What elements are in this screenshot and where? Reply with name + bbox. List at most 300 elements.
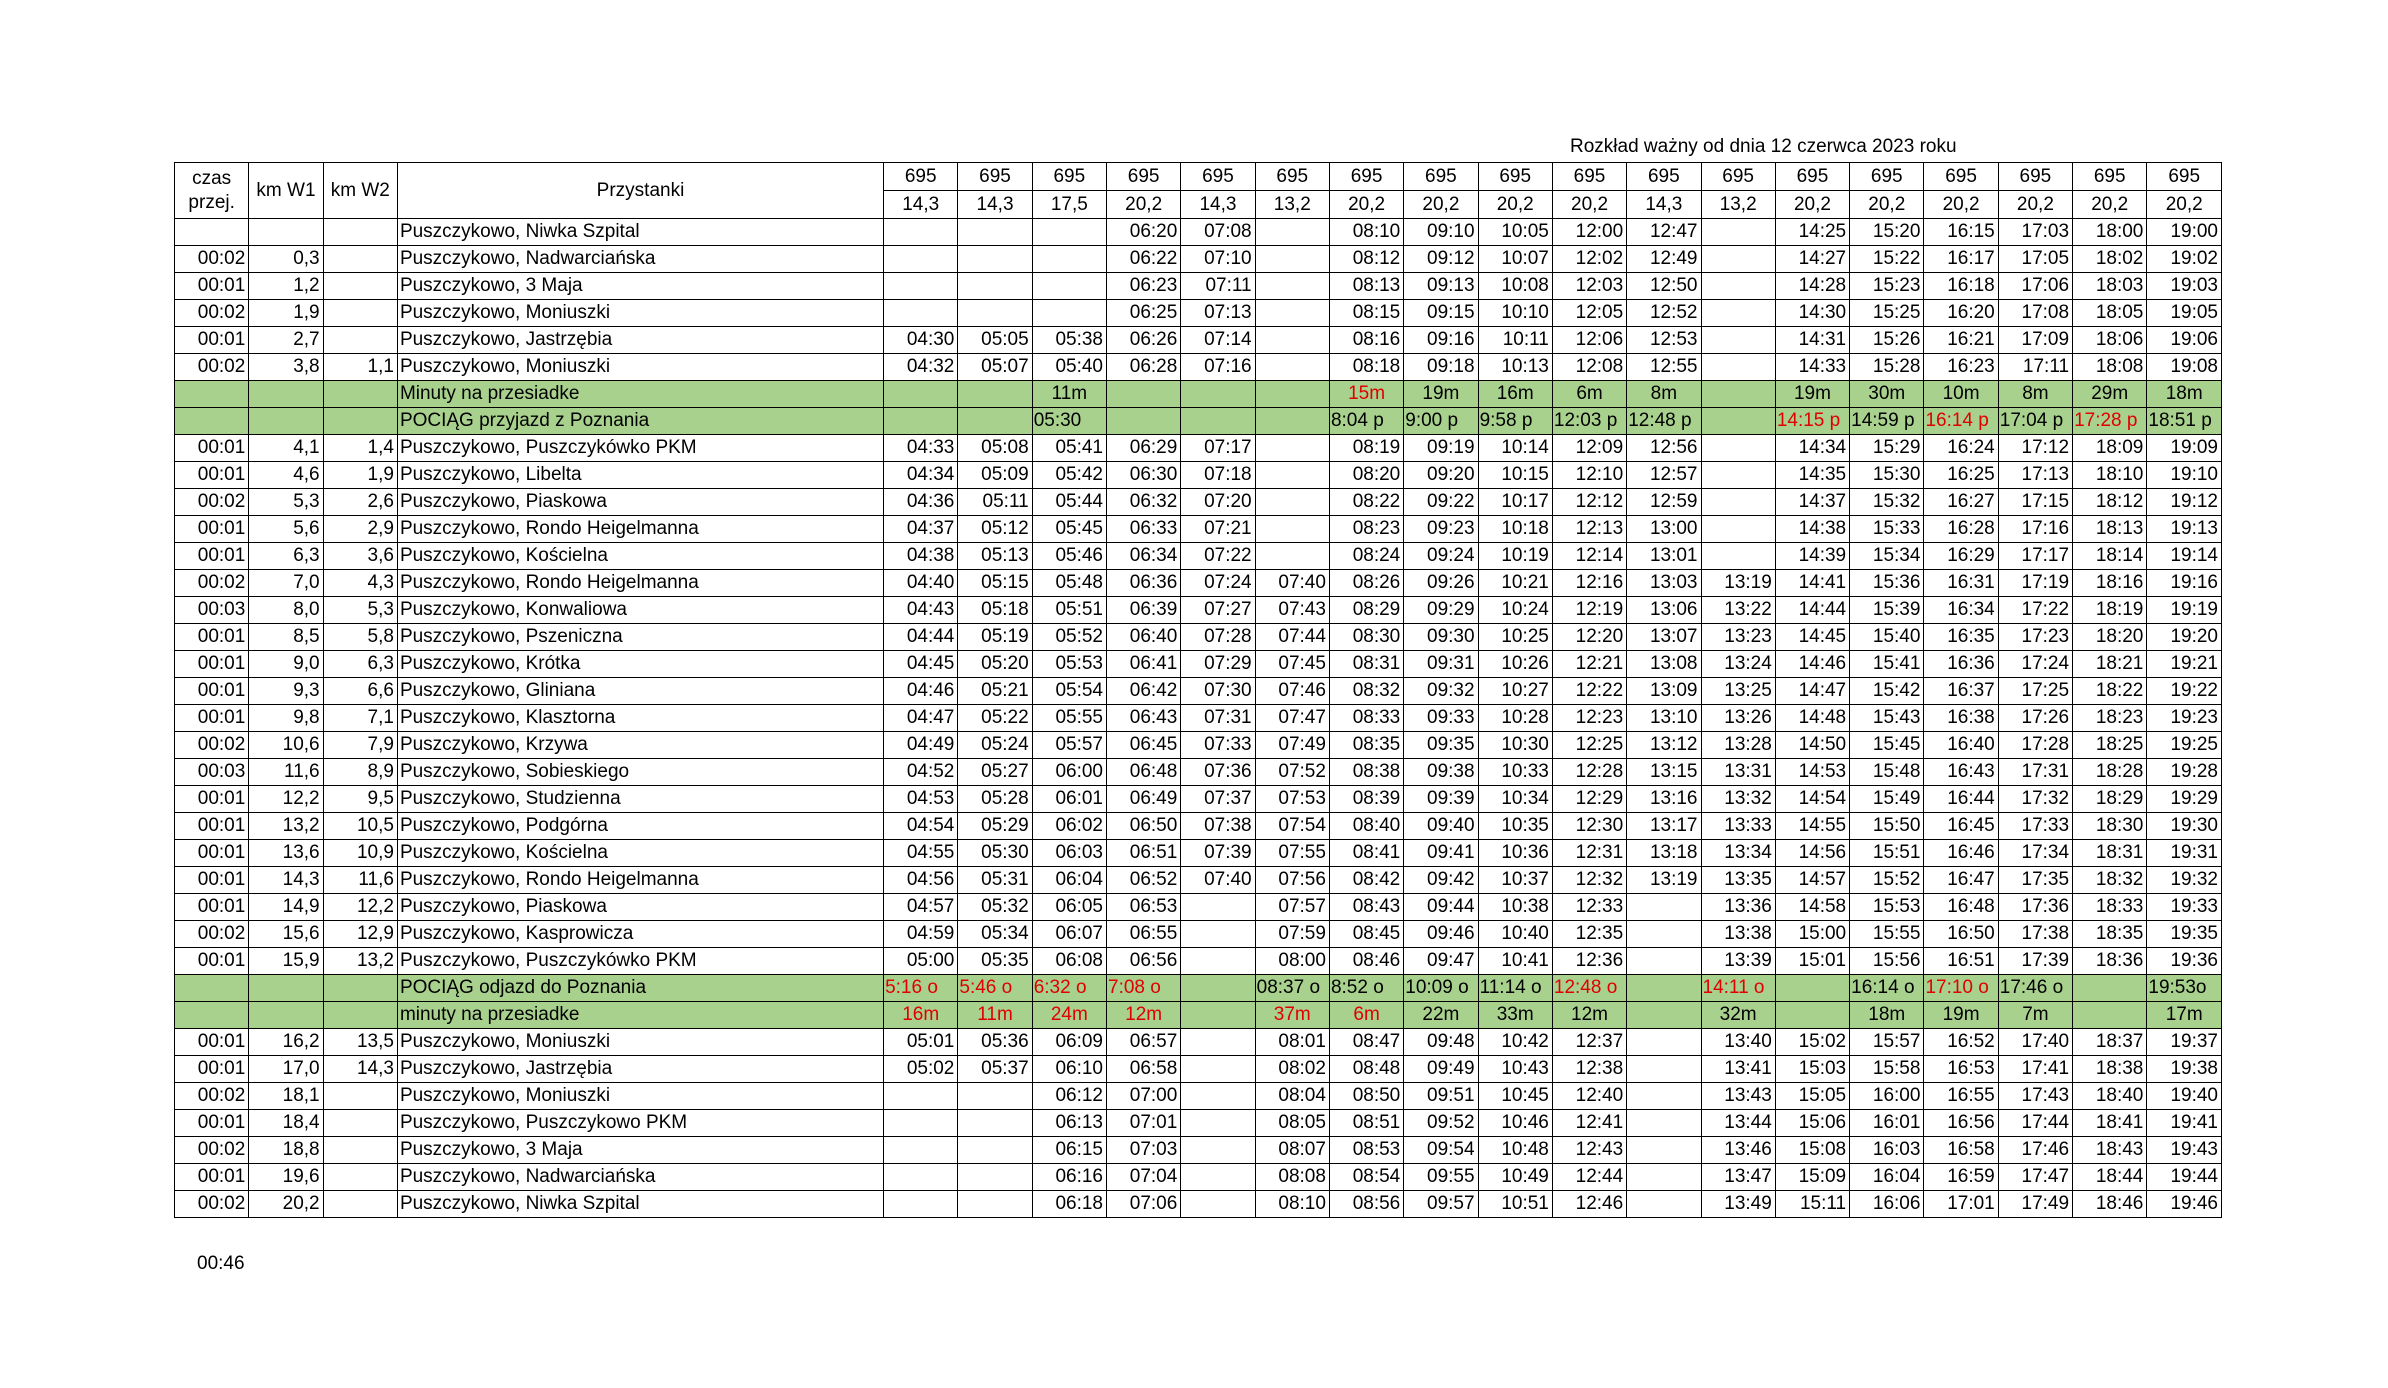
travel-time-cell: 00:01 <box>175 624 249 651</box>
departure-time-cell: 13:38 <box>1701 921 1775 948</box>
travel-time-cell <box>175 219 249 246</box>
departure-time-cell: 5:16 o <box>884 975 958 1002</box>
departure-time-cell: 13:26 <box>1701 705 1775 732</box>
departure-time-cell <box>1107 408 1181 435</box>
departure-time-cell: 12:44 <box>1552 1164 1626 1191</box>
departure-time-cell: 17:10 o <box>1924 975 1998 1002</box>
departure-time-cell: 08:45 <box>1329 921 1403 948</box>
header-travel-time <box>175 163 249 219</box>
header-line-number: 695 <box>1850 163 1924 191</box>
departure-time-cell: 19:05 <box>2147 300 2222 327</box>
footer-time: 00:46 <box>197 1253 245 1274</box>
header-route-length: 20,2 <box>1850 191 1924 219</box>
departure-time-cell: 16:48 <box>1924 894 1998 921</box>
departure-time-cell: 06:55 <box>1107 921 1181 948</box>
stop-row <box>175 840 2222 867</box>
departure-time-cell: 06:57 <box>1107 1029 1181 1056</box>
header-line-number: 695 <box>1181 163 1255 191</box>
departure-time-cell: 19:14 <box>2147 543 2222 570</box>
departure-time-cell <box>958 1137 1032 1164</box>
travel-time-cell: 00:02 <box>175 921 249 948</box>
departure-time-cell: 13:15 <box>1627 759 1701 786</box>
departure-time-cell: 9:00 p <box>1404 408 1478 435</box>
departure-time-cell: 07:59 <box>1255 921 1329 948</box>
departure-time-cell: 05:30 <box>1032 408 1106 435</box>
header-line-number: 695 <box>884 163 958 191</box>
departure-time-cell: 15:33 <box>1850 516 1924 543</box>
departure-time-cell: 10:38 <box>1478 894 1552 921</box>
departure-time-cell: 10:07 <box>1478 246 1552 273</box>
departure-time-cell: 18:10 <box>2073 462 2147 489</box>
km-w1-cell: 17,0 <box>249 1056 323 1083</box>
travel-time-cell: 00:01 <box>175 462 249 489</box>
departure-time-cell: 17:08 <box>1998 300 2072 327</box>
stop-name-cell: Puszczykowo, 3 Maja <box>397 1137 883 1164</box>
departure-time-cell: 09:49 <box>1404 1056 1478 1083</box>
departure-time-cell <box>1627 1137 1701 1164</box>
departure-time-cell <box>1255 327 1329 354</box>
departure-time-cell: 17:04 p <box>1998 408 2072 435</box>
departure-time-cell: 06:10 <box>1032 1056 1106 1083</box>
timetable <box>174 162 2222 1218</box>
departure-time-cell: 10:10 <box>1478 300 1552 327</box>
header-travel-time-line2: przej. <box>188 191 235 213</box>
departure-time-cell: 15:50 <box>1850 813 1924 840</box>
timetable-header <box>175 163 2222 219</box>
travel-time-cell: 00:01 <box>175 273 249 300</box>
departure-time-cell: 16:45 <box>1924 813 1998 840</box>
stop-name-cell: Puszczykowo, Podgórna <box>397 813 883 840</box>
departure-time-cell: 19:41 <box>2147 1110 2222 1137</box>
km-w1-cell <box>249 381 323 408</box>
departure-time-cell <box>1032 246 1106 273</box>
km-w2-cell: 2,6 <box>323 489 397 516</box>
departure-time-cell <box>958 300 1032 327</box>
departure-time-cell: 17:40 <box>1998 1029 2072 1056</box>
departure-time-cell: 09:32 <box>1404 678 1478 705</box>
stop-row <box>175 921 2222 948</box>
departure-time-cell: 09:41 <box>1404 840 1478 867</box>
departure-time-cell: 12:06 <box>1552 327 1626 354</box>
stop-name-cell: Puszczykowo, Jastrzębia <box>397 1056 883 1083</box>
departure-time-cell: 10:24 <box>1478 597 1552 624</box>
departure-time-cell: 04:40 <box>884 570 958 597</box>
departure-time-cell: 16:06 <box>1850 1191 1924 1218</box>
departure-time-cell <box>1701 381 1775 408</box>
departure-time-cell: 08:02 <box>1255 1056 1329 1083</box>
departure-time-cell: 04:59 <box>884 921 958 948</box>
departure-time-cell: 12:12 <box>1552 489 1626 516</box>
travel-time-cell: 00:01 <box>175 705 249 732</box>
departure-time-cell: 05:44 <box>1032 489 1106 516</box>
departure-time-cell: 07:40 <box>1181 867 1255 894</box>
departure-time-cell: 19:23 <box>2147 705 2222 732</box>
stop-row <box>175 327 2222 354</box>
departure-time-cell: 17:19 <box>1998 570 2072 597</box>
departure-time-cell: 19:33 <box>2147 894 2222 921</box>
departure-time-cell: 07:54 <box>1255 813 1329 840</box>
departure-time-cell: 07:53 <box>1255 786 1329 813</box>
departure-time-cell: 08:20 <box>1329 462 1403 489</box>
departure-time-cell: 15:01 <box>1775 948 1849 975</box>
departure-time-cell: 16:14 p <box>1924 408 1998 435</box>
km-w2-cell: 14,3 <box>323 1056 397 1083</box>
departure-time-cell: 04:46 <box>884 678 958 705</box>
stop-row <box>175 1191 2222 1218</box>
header-line-number: 695 <box>1775 163 1849 191</box>
header-route-length: 20,2 <box>1924 191 1998 219</box>
departure-time-cell: 14:54 <box>1775 786 1849 813</box>
departure-time-cell: 06:13 <box>1032 1110 1106 1137</box>
stop-name-cell: Puszczykowo, Kościelna <box>397 840 883 867</box>
departure-time-cell <box>1627 948 1701 975</box>
departure-time-cell: 07:52 <box>1255 759 1329 786</box>
departure-time-cell: 19:37 <box>2147 1029 2222 1056</box>
departure-time-cell: 16:20 <box>1924 300 1998 327</box>
departure-time-cell: 15:53 <box>1850 894 1924 921</box>
stop-name-cell: Puszczykowo, Niwka Szpital <box>397 219 883 246</box>
departure-time-cell: 15:09 <box>1775 1164 1849 1191</box>
departure-time-cell <box>958 381 1032 408</box>
departure-time-cell: 30m <box>1850 381 1924 408</box>
km-w2-cell <box>323 219 397 246</box>
departure-time-cell: 10:05 <box>1478 219 1552 246</box>
departure-time-cell: 16:18 <box>1924 273 1998 300</box>
departure-time-cell: 13:44 <box>1701 1110 1775 1137</box>
departure-time-cell: 07:10 <box>1181 246 1255 273</box>
departure-time-cell <box>958 246 1032 273</box>
departure-time-cell: 17:15 <box>1998 489 2072 516</box>
departure-time-cell: 09:51 <box>1404 1083 1478 1110</box>
departure-time-cell: 14:46 <box>1775 651 1849 678</box>
departure-time-cell: 18:38 <box>2073 1056 2147 1083</box>
departure-time-cell: 19:43 <box>2147 1137 2222 1164</box>
departure-time-cell: 17:46 <box>1998 1137 2072 1164</box>
departure-time-cell: 08:05 <box>1255 1110 1329 1137</box>
departure-time-cell: 22m <box>1404 1002 1478 1029</box>
departure-time-cell: 16:15 <box>1924 219 1998 246</box>
departure-time-cell: 07:17 <box>1181 435 1255 462</box>
departure-time-cell: 05:07 <box>958 354 1032 381</box>
km-w2-cell: 2,9 <box>323 516 397 543</box>
stop-name-cell: Puszczykowo, Krótka <box>397 651 883 678</box>
departure-time-cell: 19:40 <box>2147 1083 2222 1110</box>
departure-time-cell: 10:36 <box>1478 840 1552 867</box>
departure-time-cell: 05:29 <box>958 813 1032 840</box>
departure-time-cell: 19:31 <box>2147 840 2222 867</box>
stop-name-cell: Puszczykowo, Sobieskiego <box>397 759 883 786</box>
departure-time-cell: 13:00 <box>1627 516 1701 543</box>
departure-time-cell: 14:39 <box>1775 543 1849 570</box>
departure-time-cell: 17:28 p <box>2073 408 2147 435</box>
travel-time-cell: 00:01 <box>175 948 249 975</box>
departure-time-cell: 07:38 <box>1181 813 1255 840</box>
header-line-number: 695 <box>1701 163 1775 191</box>
departure-time-cell: 16:34 <box>1924 597 1998 624</box>
departure-time-cell: 15:39 <box>1850 597 1924 624</box>
departure-time-cell: 10:42 <box>1478 1029 1552 1056</box>
departure-time-cell: 13:03 <box>1627 570 1701 597</box>
departure-time-cell: 05:11 <box>958 489 1032 516</box>
departure-time-cell: 04:30 <box>884 327 958 354</box>
travel-time-cell: 00:01 <box>175 516 249 543</box>
travel-time-cell: 00:01 <box>175 1164 249 1191</box>
departure-time-cell: 6:32 o <box>1032 975 1106 1002</box>
departure-time-cell: 12:48 o <box>1552 975 1626 1002</box>
km-w1-cell <box>249 408 323 435</box>
departure-time-cell: 12:53 <box>1627 327 1701 354</box>
departure-time-cell: 04:45 <box>884 651 958 678</box>
departure-time-cell: 19:46 <box>2147 1191 2222 1218</box>
departure-time-cell: 04:49 <box>884 732 958 759</box>
departure-time-cell: 05:46 <box>1032 543 1106 570</box>
departure-time-cell: 17:23 <box>1998 624 2072 651</box>
departure-time-cell: 15:41 <box>1850 651 1924 678</box>
departure-time-cell: 07:04 <box>1107 1164 1181 1191</box>
departure-time-cell: 09:46 <box>1404 921 1478 948</box>
departure-time-cell: 12m <box>1107 1002 1181 1029</box>
stop-name-cell: Minuty na przesiadke <box>397 381 883 408</box>
departure-time-cell: 07:01 <box>1107 1110 1181 1137</box>
departure-time-cell: 18:23 <box>2073 705 2147 732</box>
departure-time-cell: 16m <box>884 1002 958 1029</box>
departure-time-cell: 16:53 <box>1924 1056 1998 1083</box>
departure-time-cell: 05:01 <box>884 1029 958 1056</box>
stop-row <box>175 543 2222 570</box>
stop-name-cell: Puszczykowo, Piaskowa <box>397 489 883 516</box>
departure-time-cell: 16m <box>1478 381 1552 408</box>
departure-time-cell: 19:38 <box>2147 1056 2222 1083</box>
departure-time-cell: 18:33 <box>2073 894 2147 921</box>
km-w2-cell <box>323 1110 397 1137</box>
departure-time-cell: 16:50 <box>1924 921 1998 948</box>
departure-time-cell: 06:25 <box>1107 300 1181 327</box>
departure-time-cell: 16:14 o <box>1850 975 1924 1002</box>
departure-time-cell: 19:32 <box>2147 867 2222 894</box>
header-route-length: 20,2 <box>1478 191 1552 219</box>
departure-time-cell: 18:31 <box>2073 840 2147 867</box>
departure-time-cell: 12:43 <box>1552 1137 1626 1164</box>
departure-time-cell: 10m <box>1924 381 1998 408</box>
km-w2-cell: 3,6 <box>323 543 397 570</box>
departure-time-cell: 06:53 <box>1107 894 1181 921</box>
departure-time-cell: 08:43 <box>1329 894 1403 921</box>
departure-time-cell: 15:23 <box>1850 273 1924 300</box>
stop-row <box>175 570 2222 597</box>
departure-time-cell: 18:03 <box>2073 273 2147 300</box>
stop-name-cell: Puszczykowo, Konwaliowa <box>397 597 883 624</box>
departure-time-cell: 08:33 <box>1329 705 1403 732</box>
km-w2-cell <box>323 1191 397 1218</box>
departure-time-cell: 06:09 <box>1032 1029 1106 1056</box>
departure-time-cell: 14:37 <box>1775 489 1849 516</box>
header-line-number: 695 <box>2147 163 2222 191</box>
departure-time-cell: 06:04 <box>1032 867 1106 894</box>
header-route-length: 20,2 <box>2147 191 2222 219</box>
km-w1-cell: 18,1 <box>249 1083 323 1110</box>
departure-time-cell: 17:25 <box>1998 678 2072 705</box>
departure-time-cell <box>1032 273 1106 300</box>
departure-time-cell: 05:00 <box>884 948 958 975</box>
departure-time-cell: 12m <box>1552 1002 1626 1029</box>
departure-time-cell <box>884 219 958 246</box>
departure-time-cell <box>1181 1002 1255 1029</box>
departure-time-cell: 06:34 <box>1107 543 1181 570</box>
departure-time-cell: 17:13 <box>1998 462 2072 489</box>
departure-time-cell: 12:38 <box>1552 1056 1626 1083</box>
departure-time-cell: 04:57 <box>884 894 958 921</box>
departure-time-cell: 05:57 <box>1032 732 1106 759</box>
departure-time-cell: 07:16 <box>1181 354 1255 381</box>
departure-time-cell: 08:07 <box>1255 1137 1329 1164</box>
departure-time-cell: 19:12 <box>2147 489 2222 516</box>
departure-time-cell <box>1181 1083 1255 1110</box>
departure-time-cell: 19:10 <box>2147 462 2222 489</box>
departure-time-cell: 10:33 <box>1478 759 1552 786</box>
km-w1-cell: 9,3 <box>249 678 323 705</box>
departure-time-cell: 08:18 <box>1329 354 1403 381</box>
departure-time-cell: 09:48 <box>1404 1029 1478 1056</box>
departure-time-cell: 16:23 <box>1924 354 1998 381</box>
km-w1-cell: 9,8 <box>249 705 323 732</box>
departure-time-cell <box>958 219 1032 246</box>
travel-time-cell: 00:01 <box>175 651 249 678</box>
departure-time-cell: 08:35 <box>1329 732 1403 759</box>
travel-time-cell <box>175 408 249 435</box>
departure-time-cell: 15:55 <box>1850 921 1924 948</box>
departure-time-cell: 18:14 <box>2073 543 2147 570</box>
departure-time-cell: 06:41 <box>1107 651 1181 678</box>
header-route-length: 13,2 <box>1701 191 1775 219</box>
departure-time-cell: 16:55 <box>1924 1083 1998 1110</box>
header-line-number: 695 <box>1107 163 1181 191</box>
departure-time-cell: 17:28 <box>1998 732 2072 759</box>
departure-time-cell: 08:15 <box>1329 300 1403 327</box>
departure-time-cell: 18m <box>2147 381 2222 408</box>
travel-time-cell: 00:01 <box>175 1056 249 1083</box>
departure-time-cell: 15:42 <box>1850 678 1924 705</box>
departure-time-cell: 12:29 <box>1552 786 1626 813</box>
departure-time-cell: 12:10 <box>1552 462 1626 489</box>
departure-time-cell: 33m <box>1478 1002 1552 1029</box>
header-route-length: 17,5 <box>1032 191 1106 219</box>
departure-time-cell: 09:20 <box>1404 462 1478 489</box>
departure-time-cell: 15:49 <box>1850 786 1924 813</box>
departure-time-cell: 09:30 <box>1404 624 1478 651</box>
departure-time-cell <box>884 1110 958 1137</box>
km-w1-cell: 4,6 <box>249 462 323 489</box>
departure-time-cell: 06:28 <box>1107 354 1181 381</box>
departure-time-cell: 15:28 <box>1850 354 1924 381</box>
departure-time-cell: 16:36 <box>1924 651 1998 678</box>
departure-time-cell: 12:28 <box>1552 759 1626 786</box>
km-w1-cell: 6,3 <box>249 543 323 570</box>
stop-name-cell: Puszczykowo, Gliniana <box>397 678 883 705</box>
departure-time-cell <box>2073 975 2147 1002</box>
departure-time-cell: 13:23 <box>1701 624 1775 651</box>
departure-time-cell: 05:37 <box>958 1056 1032 1083</box>
departure-time-cell: 08:08 <box>1255 1164 1329 1191</box>
departure-time-cell: 08:16 <box>1329 327 1403 354</box>
header-route-length: 20,2 <box>1329 191 1403 219</box>
departure-time-cell: 06:32 <box>1107 489 1181 516</box>
departure-time-cell: 13:41 <box>1701 1056 1775 1083</box>
departure-time-cell: 10:43 <box>1478 1056 1552 1083</box>
km-w2-cell: 7,9 <box>323 732 397 759</box>
departure-time-cell: 09:19 <box>1404 435 1478 462</box>
km-w2-cell: 5,3 <box>323 597 397 624</box>
departure-time-cell: 16:58 <box>1924 1137 1998 1164</box>
stop-name-cell: Puszczykowo, Puszczykówko PKM <box>397 435 883 462</box>
stop-name-cell: POCIĄG odjazd do Poznania <box>397 975 883 1002</box>
departure-time-cell: 16:43 <box>1924 759 1998 786</box>
departure-time-cell: 07:28 <box>1181 624 1255 651</box>
departure-time-cell: 10:08 <box>1478 273 1552 300</box>
departure-time-cell: 18:44 <box>2073 1164 2147 1191</box>
departure-time-cell: 14:38 <box>1775 516 1849 543</box>
departure-time-cell: 15:57 <box>1850 1029 1924 1056</box>
header-line-number: 695 <box>1478 163 1552 191</box>
transfer-row <box>175 1002 2222 1029</box>
departure-time-cell: 15:08 <box>1775 1137 1849 1164</box>
departure-time-cell: 06:42 <box>1107 678 1181 705</box>
travel-time-cell: 00:02 <box>175 1083 249 1110</box>
departure-time-cell: 19:28 <box>2147 759 2222 786</box>
departure-time-cell: 08:47 <box>1329 1029 1403 1056</box>
km-w2-cell: 10,9 <box>323 840 397 867</box>
km-w2-cell: 10,5 <box>323 813 397 840</box>
departure-time-cell: 19:06 <box>2147 327 2222 354</box>
departure-time-cell: 18:35 <box>2073 921 2147 948</box>
departure-time-cell: 14:34 <box>1775 435 1849 462</box>
departure-time-cell: 08:31 <box>1329 651 1403 678</box>
departure-time-cell: 09:23 <box>1404 516 1478 543</box>
km-w1-cell: 16,2 <box>249 1029 323 1056</box>
stop-row <box>175 597 2222 624</box>
km-w2-cell <box>323 408 397 435</box>
departure-time-cell: 10:41 <box>1478 948 1552 975</box>
departure-time-cell: 10:14 <box>1478 435 1552 462</box>
stop-name-cell: Puszczykowo, Pszeniczna <box>397 624 883 651</box>
departure-time-cell: 14:15 p <box>1775 408 1849 435</box>
departure-time-cell: 17:38 <box>1998 921 2072 948</box>
departure-time-cell: 05:52 <box>1032 624 1106 651</box>
km-w2-cell <box>323 273 397 300</box>
departure-time-cell <box>1627 894 1701 921</box>
km-w1-cell: 1,2 <box>249 273 323 300</box>
departure-time-cell: 10:17 <box>1478 489 1552 516</box>
departure-time-cell: 05:09 <box>958 462 1032 489</box>
departure-time-cell: 09:12 <box>1404 246 1478 273</box>
departure-time-cell: 09:38 <box>1404 759 1478 786</box>
departure-time-cell: 15:32 <box>1850 489 1924 516</box>
stop-name-cell: Puszczykowo, Moniuszki <box>397 354 883 381</box>
travel-time-cell: 00:01 <box>175 840 249 867</box>
travel-time-cell: 00:02 <box>175 354 249 381</box>
departure-time-cell: 06:07 <box>1032 921 1106 948</box>
departure-time-cell: 07:24 <box>1181 570 1255 597</box>
departure-time-cell: 14:58 <box>1775 894 1849 921</box>
departure-time-cell <box>1255 219 1329 246</box>
departure-time-cell: 15:48 <box>1850 759 1924 786</box>
stop-row <box>175 462 2222 489</box>
timetable-body <box>175 219 2222 1218</box>
departure-time-cell: 09:47 <box>1404 948 1478 975</box>
departure-time-cell: 12:33 <box>1552 894 1626 921</box>
departure-time-cell: 13:28 <box>1701 732 1775 759</box>
departure-time-cell: 18:12 <box>2073 489 2147 516</box>
departure-time-cell: 13:35 <box>1701 867 1775 894</box>
